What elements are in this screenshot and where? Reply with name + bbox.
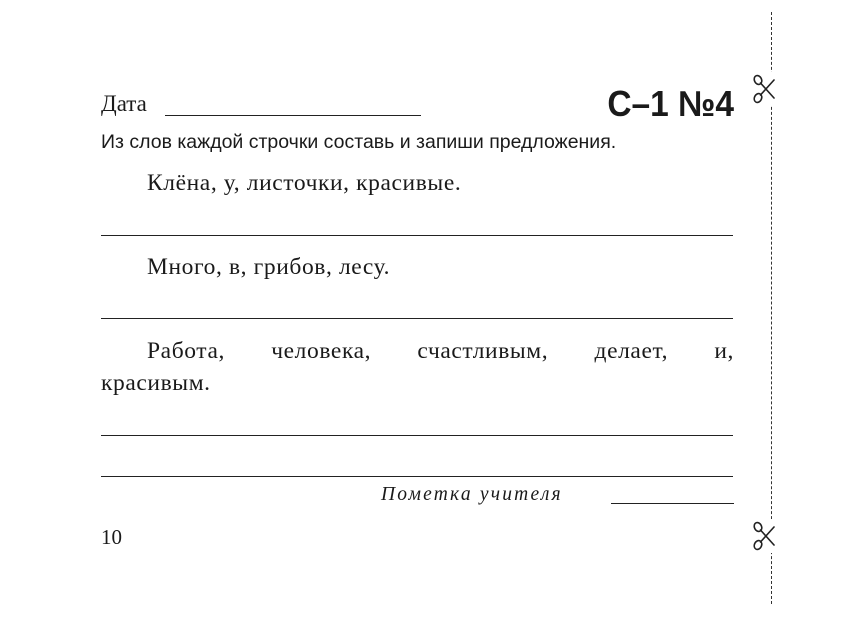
page-number: 10 xyxy=(101,525,122,549)
exercise-1-words: Клёна, у, листочки, красивые. xyxy=(147,170,462,196)
teacher-note-label: Пометка учителя xyxy=(381,484,563,505)
answer-line-3b[interactable] xyxy=(101,476,733,477)
instruction-text: Из слов каждой строчки составь и запиши предложения. xyxy=(101,131,617,153)
scissors-icon xyxy=(752,519,778,553)
exercise-3-words-line-2: красивым. xyxy=(101,370,211,396)
exercise-3-words-line-1: Работа, человека, счастливым, делает, и, xyxy=(147,338,734,364)
worksheet-title: С–1 №4 xyxy=(607,83,734,124)
date-input-line[interactable] xyxy=(165,115,421,116)
scissors-icon xyxy=(752,72,778,106)
teacher-note-line[interactable] xyxy=(611,503,734,504)
exercise-2-words: Много, в, грибов, лесу. xyxy=(147,254,391,280)
answer-line-1[interactable] xyxy=(101,235,733,236)
date-label: Дата xyxy=(101,91,147,116)
answer-line-3a[interactable] xyxy=(101,435,733,436)
answer-line-2[interactable] xyxy=(101,318,733,319)
